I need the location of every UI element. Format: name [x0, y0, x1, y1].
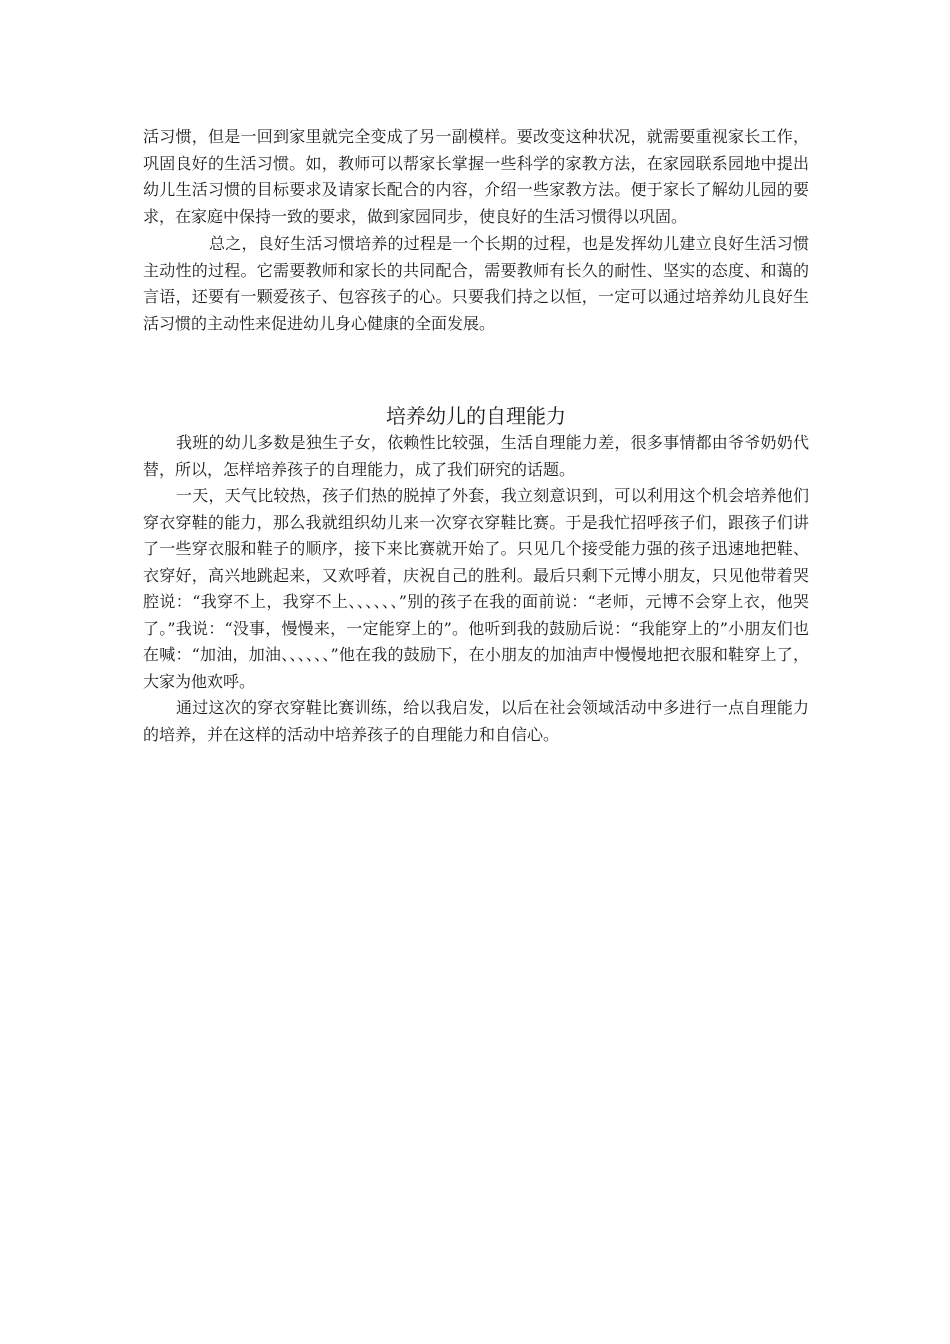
article-paragraph: 我班的幼儿多数是独生子女，依赖性比较强，生活自理能力差，很多事情都由爷爷奶奶代替，所以，怎样培养孩子的自理能力，成了我们研究的话题。	[143, 433, 809, 479]
previous-article-continuation	[143, 124, 809, 230]
article-body	[143, 430, 809, 748]
conclusion-paragraph: 总之，良好生活习惯培养的过程是一个长期的过程，也是发挥幼儿建立良好生活习惯主动性的过程。它需要教师和家长的共同配合，需要教师有长久的耐性、坚实的态度、和蔼的言语，还要有一颗爱孩子、包容孩子的心。只要我们持之以恒，一定可以通过培养幼儿良好生活习惯的主动性来促进幼儿身心健康的全面发展。	[143, 234, 809, 333]
article-paragraph: 一天，天气比较热，孩子们热的脱掉了外套，我立刻意识到，可以利用这个机会培养他们穿衣穿鞋的能力，那么我就组织幼儿来一次穿衣穿鞋比赛。于是我忙招呼孩子们，跟孩子们讲了一些穿衣服和鞋子的顺序，接下来比赛就开始了。只见几个接受能力强的孩子迅速地把鞋、衣穿好，高兴地跳起来，又欢呼着，庆祝自己的胜利。最后只剩下元博小朋友，只见他带着哭腔说：“我穿不上，我穿不上、、、、、、”别的孩子在我的面前说：“老师，元博不会穿上衣，他哭了。”我说：“没事，慢慢来，一定能穿上的”。他听到我的鼓励后说：“我能穿上的”小朋友们也在喊：“加油，加油、、、、、、”他在我的鼓励下，在小朋友的加油声中慢慢地把衣服和鞋穿上了，大家为他欢呼。	[143, 486, 809, 691]
previous-article-conclusion	[143, 231, 809, 337]
article-title: 培养幼儿的自理能力	[386, 404, 566, 428]
article-paragraph: 通过这次的穿衣穿鞋比赛训练，给以我启发，以后在社会领域活动中多进行一点自理能力的培养，并在这样的活动中培养孩子的自理能力和自信心。	[143, 698, 809, 744]
continuation-paragraph: 活习惯，但是一回到家里就完全变成了另一副模样。要改变这种状况，就需要重视家长工作，巩固良好的生活习惯。如，教师可以帮家长掌握一些科学的家教方法，在家园联系园地中提出幼儿生活习惯的目标要求及请家长配合的内容，介绍一些家教方法。便于家长了解幼儿园的要求，在家庭中保持一致的要求，做到家园同步，使良好的生活习惯得以巩固。	[143, 127, 809, 226]
